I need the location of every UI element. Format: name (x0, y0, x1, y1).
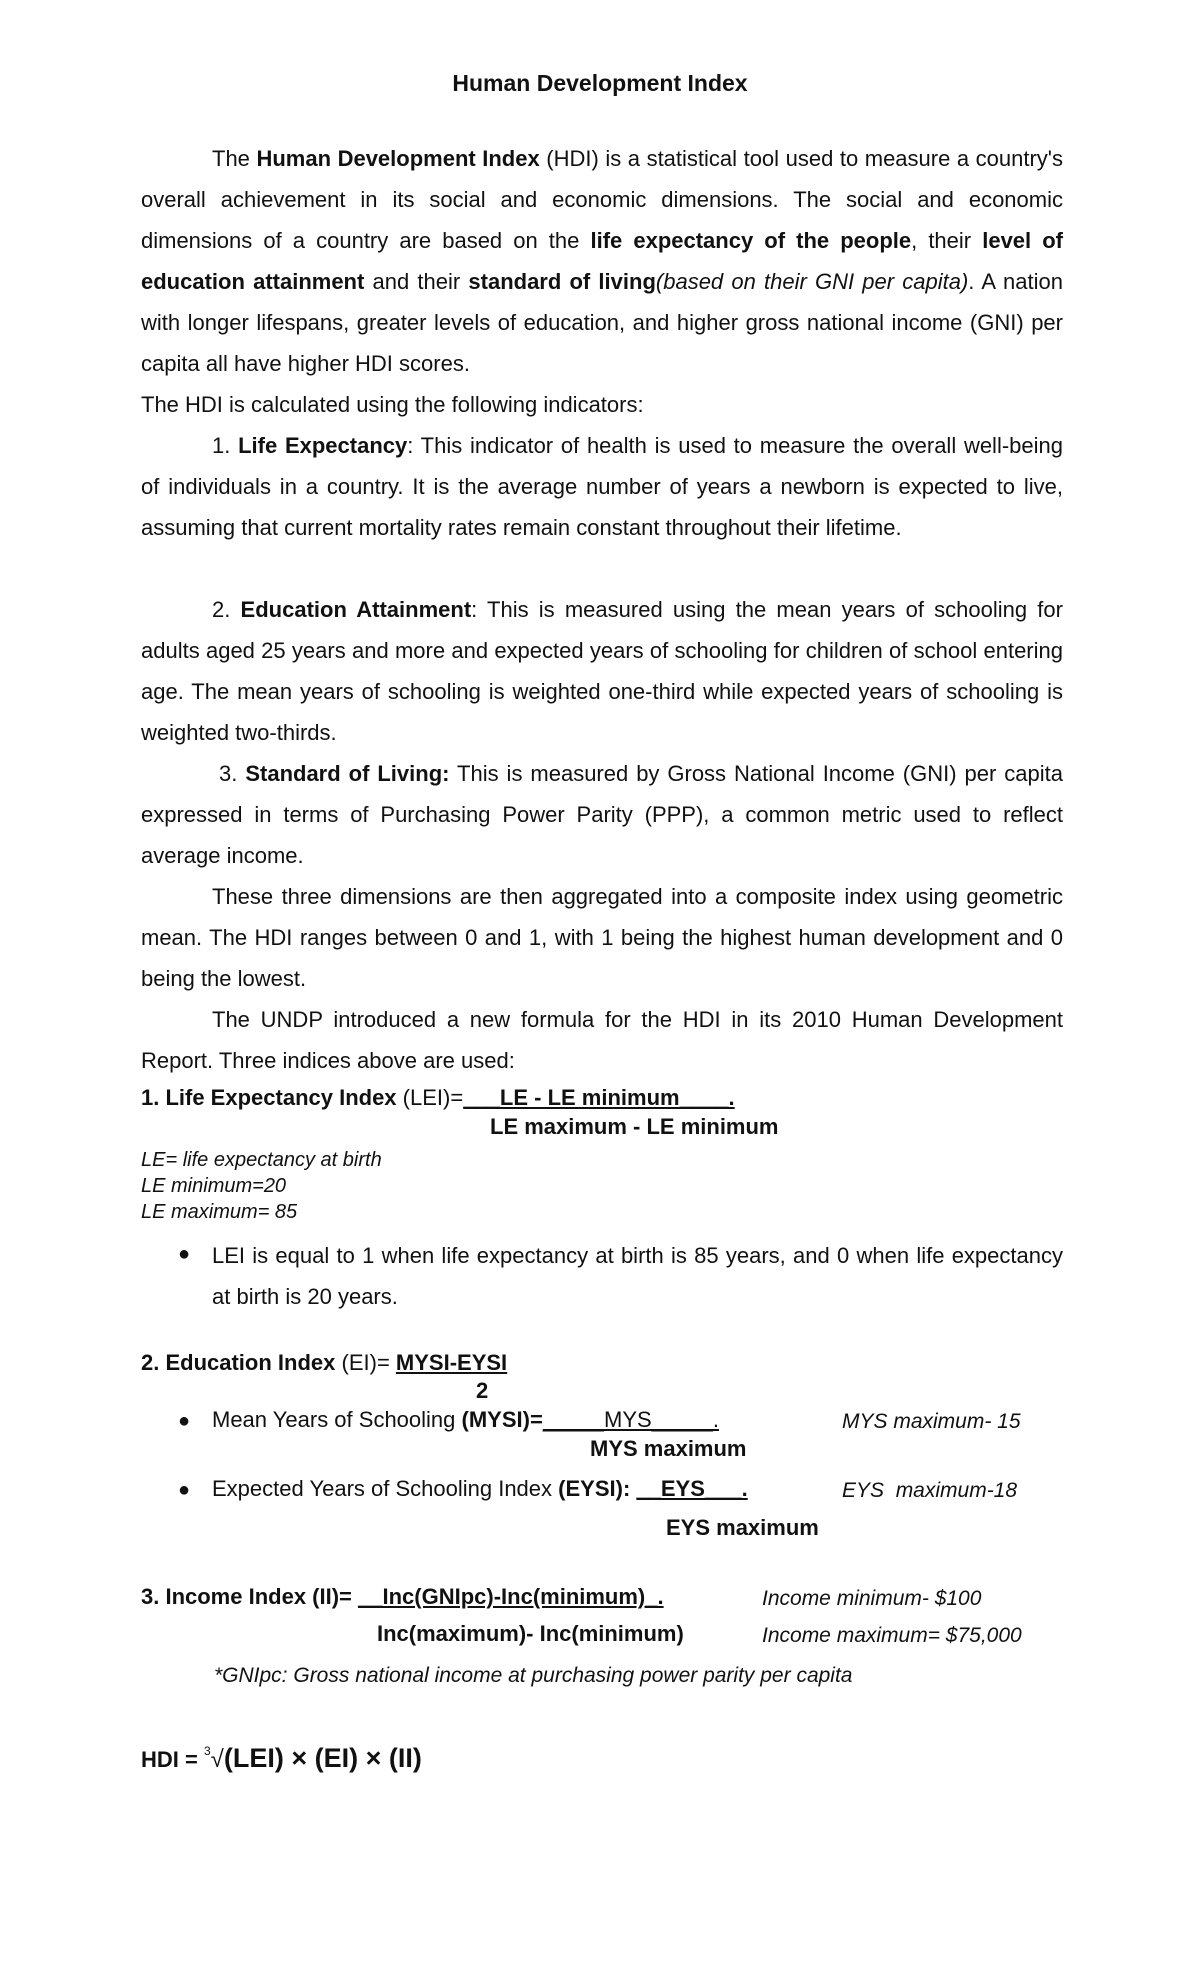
root-icon: √ (210, 1746, 224, 1773)
lei-numerator: ___LE - LE minimum____. (463, 1085, 735, 1110)
ii-formula-label: 3. Income Index (II)= __Inc(GNIpc)-Inc(minimum)_. (141, 1584, 664, 1609)
lei-note-1: LE= life expectancy at birth (141, 1149, 382, 1171)
eysi-note: EYS maximum-18 (842, 1479, 1018, 1502)
root-index: 3 (203, 1743, 211, 1758)
ii-note-max: Income maximum= $75,000 (762, 1624, 1022, 1647)
mysi-formula: Mean Years of Schooling (MYSI)=_____MYS_____. (212, 1407, 719, 1432)
lei-denominator: LE maximum - LE minimum (490, 1114, 779, 1139)
eysi-numerator: __EYS___. (636, 1476, 748, 1501)
lei-formula-label: 1. Life Expectancy Index (LEI)=___LE - LE minimum____. (141, 1085, 735, 1110)
ei-formula-label: 2. Education Index (EI)= MYSI-EYSI (141, 1350, 508, 1375)
hdi-formula: HDI = $^3$√(LEI) × (EI) × (II) (141, 1743, 422, 1773)
mysi-denominator: MYS maximum (590, 1436, 747, 1461)
eysi-formula: Expected Years of Schooling Index (EYSI): __EYS___. (212, 1476, 748, 1501)
calc-intro: The HDI is calculated using the following indicators: (141, 392, 644, 417)
indicator-life-expectancy: 1. Life Expectancy: This indicator of health is used to measure the overall well-being of individuals in a country. It is the average number of years a newborn is expected to live, assuming that current mortality rates remain constant throughout their lifetime. (141, 433, 1063, 540)
aggregate-paragraph: These three dimensions are then aggregated into a composite index using geometric mean. The HDI ranges between 0 and 1, with 1 being the highest human development and 0 being the lowest. (141, 884, 1063, 991)
ii-numerator: __Inc(GNIpc)-Inc(minimum)_. (358, 1584, 664, 1609)
lei-bullet-text: LEI is equal to 1 when life expectancy at birth is 85 years, and 0 when life expectancy at birth is 20 years. (212, 1243, 1063, 1309)
ei-denominator: 2 (476, 1378, 489, 1403)
mysi-numerator: _____MYS_____. (542, 1407, 719, 1432)
indicator-education: 2. Education Attainment: This is measured using the mean years of schooling for adults aged 25 years and more and expected years of schooling for children of school entering age. The mean years of schooling is weighted one-third while expected years of schooling is weighted two-thirds. (141, 597, 1063, 745)
ii-footnote: *GNIpc: Gross national income at purchasing power parity per capita (214, 1664, 853, 1687)
lei-note-3: LE maximum= 85 (141, 1201, 298, 1223)
bullet: ● (178, 1243, 191, 1265)
undp-paragraph: The UNDP introduced a new formula for the HDI in its 2010 Human Development Report. Three indices above are used: (141, 1007, 1063, 1073)
lei-note-2: LE minimum=20 (141, 1175, 287, 1197)
indicator-standard-of-living: 3. Standard of Living: This is measured by Gross National Income (GNI) per capita expressed in terms of Purchasing Power Parity (PPP), a common metric used to reflect average income. (141, 761, 1063, 868)
ei-numerator: MYSI-EYSI (395, 1350, 508, 1375)
bullet: ● (178, 1410, 191, 1432)
ii-denominator: Inc(maximum)- Inc(minimum) (377, 1621, 684, 1646)
page-title: Human Development Index (452, 70, 748, 96)
intro-paragraph: The Human Development Index (HDI) is a statistical tool used to measure a country's overall achievement in its social and economic dimensions. The social and economic dimensions of a country are based on the life expectancy of the people, their level of education attainment and their standard of living(based on their GNI per capita). A nation with longer lifespans, greater levels of education, and higher gross national income (GNI) per capita all have higher HDI scores. (141, 146, 1063, 376)
bullet: ● (178, 1479, 191, 1501)
mysi-note: MYS maximum- 15 (842, 1410, 1021, 1433)
ii-note-min: Income minimum- $100 (762, 1587, 982, 1610)
eysi-denominator: EYS maximum (666, 1515, 819, 1540)
